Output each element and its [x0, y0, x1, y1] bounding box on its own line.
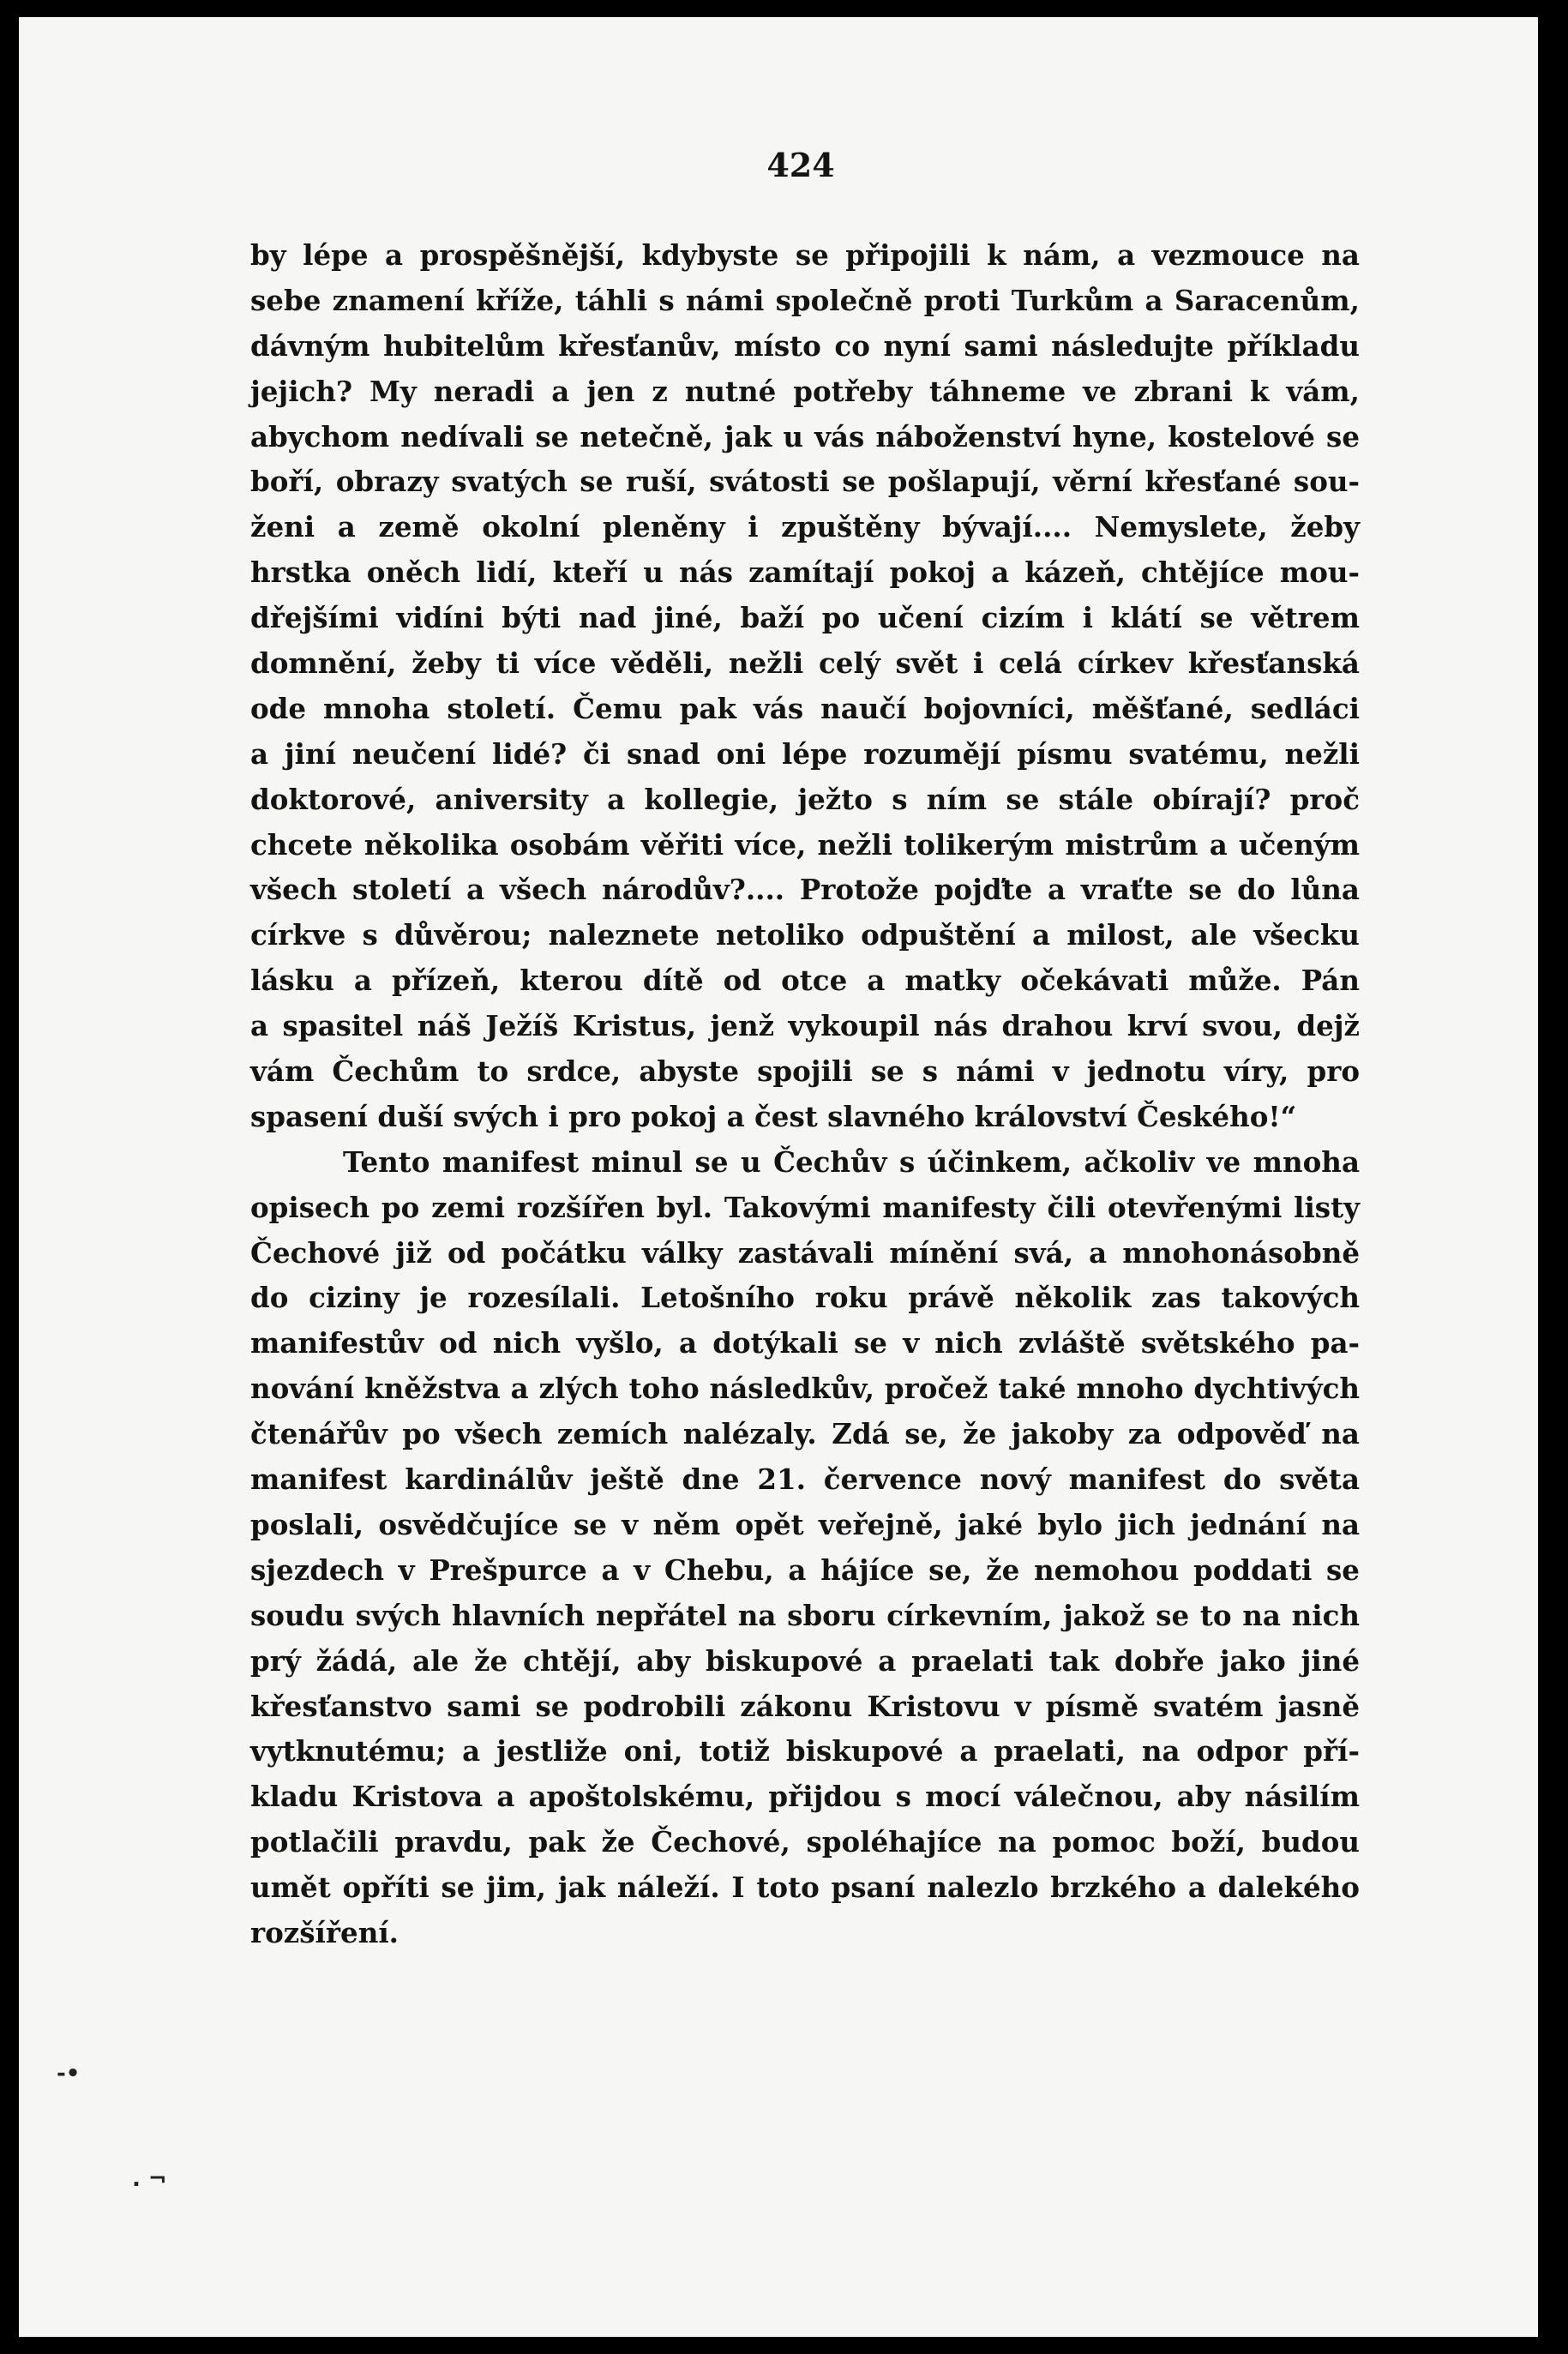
text-line: opisech po zemi rozšířen byl. Takovými manifesty čili otevřenými listy [250, 1190, 1360, 1224]
page-number: 424 [766, 146, 835, 184]
text-line: sebe znamení kříže, táhli s námi společně proti Turkům a Saracenům, [250, 283, 1360, 317]
text-line: ženi a země okolní pleněny i zpuštěny bývají.... Nemyslete, žeby [250, 510, 1360, 544]
text-line: poslali, osvědčujíce se v něm opět veřejně, jaké bylo jich jednání na [250, 1507, 1360, 1541]
text-line: kladu Kristova a apoštolskému, přijdou s mocí válečnou, aby násilím [250, 1780, 1360, 1814]
text-line: vám Čechům to srdce, abyste spojili se s námi v jednotu víry, pro [250, 1054, 1360, 1089]
text-line: potlačili pravdu, pak že Čechové, spoléhajíce na pomoc boží, budou [250, 1825, 1360, 1859]
text-line: rozšíření. [250, 1915, 399, 1949]
text-line: lásku a přízeň, kterou dítě od otce a matky očekávati může. Pán [250, 964, 1360, 998]
text-line: abychom nedívali se netečně, jak u vás náboženství hyne, kostelové se [250, 419, 1360, 453]
text-line: dávným hubitelům křesťanův, místo co nyní sami následujte příkladu [250, 328, 1360, 363]
text-line: a spasitel náš Ježíš Kristus, jenž vykoupil nás drahou krví svou, dejž [250, 1009, 1360, 1043]
text-line: chcete několika osobám věřiti více, nežli tolikerým mistrům a učeným [250, 827, 1360, 862]
text-line: soudu svých hlavních nepřátel na sboru církevním, jakož se to na nich [250, 1598, 1360, 1632]
text-line: křesťanstvo sami se podrobili zákonu Kristovu v písmě svatém jasně [250, 1689, 1360, 1723]
margin-mark: . ¬ [132, 2166, 167, 2192]
text-line: Čechové již od počátku války zastávali mínění svá, a mnohonásobně [250, 1235, 1360, 1270]
text-line: čtenářův po všech zemích nalézaly. Zdá se, že jakoby za odpověď na [250, 1417, 1360, 1451]
text-line: by lépe a prospěšnější, kdybyste se připojili k nám, a vezmouce na [250, 238, 1360, 272]
text-line: domnění, žeby ti více věděli, nežli celý svět i celá církev křesťanská [250, 646, 1360, 681]
scanned-page [19, 17, 1538, 2337]
text-line: ode mnoha století. Čemu pak vás naučí bojovníci, měšťané, sedláci [250, 691, 1360, 725]
text-line: prý žádá, ale že chtějí, aby biskupové a praelati tak dobře jako jiné [250, 1643, 1360, 1678]
text-line: spasení duší svých i pro pokoj a čest slavného království Českého!“ [250, 1099, 1297, 1133]
text-line: jejich? My neradi a jen z nutné potřeby táhneme ve zbrani k vám, [250, 374, 1360, 408]
text-line: manifestův od nich vyšlo, a dotýkali se v nich zvláště světského pa- [250, 1326, 1360, 1360]
text-line: Tento manifest minul se u Čechův s účinkem, ačkoliv ve mnoha [343, 1144, 1360, 1179]
text-line: do ciziny je rozesílali. Letošního roku právě několik zas takových [250, 1281, 1360, 1315]
text-line: hrstka oněch lidí, kteří u nás zamítají pokoj a kázeň, chtějíce mou- [250, 555, 1360, 590]
text-line: manifest kardinálův ještě dne 21. července nový manifest do světa [250, 1462, 1360, 1497]
margin-mark: -• [57, 2061, 81, 2087]
text-line: doktorové, aniversity a kollegie, ježto s ním se stále obírají? proč [250, 782, 1360, 816]
text-line: sjezdech v Prešpurce a v Chebu, a hájíce se, že nemohou poddati se [250, 1552, 1360, 1587]
text-line: nování kněžstva a zlých toho následkův, pročež také mnoho dychtivých [250, 1372, 1360, 1406]
text-line: církve s důvěrou; naleznete netoliko odpuštění a milost, ale všecku [250, 918, 1360, 952]
text-line: a jiní neučení lidé? či snad oni lépe rozumějí písmu svatému, nežli [250, 736, 1360, 771]
text-line: umět opříti se jim, jak náleží. I toto psaní nalezlo brzkého a dalekého [250, 1871, 1360, 1905]
text-line: všech století a všech národův?.... Protože pojďte a vraťte se do lůna [250, 873, 1360, 907]
body-text [250, 233, 1360, 1956]
text-line: vytknutému; a jestliže oni, totiž biskupové a praelati, na odpor pří- [250, 1734, 1360, 1769]
text-line: dřejšími vidíni býti nad jiné, baží po učení cizím i klátí se větrem [250, 601, 1360, 635]
text-line: boří, obrazy svatých se ruší, svátosti se pošlapují, věrní křesťané sou- [250, 465, 1360, 499]
